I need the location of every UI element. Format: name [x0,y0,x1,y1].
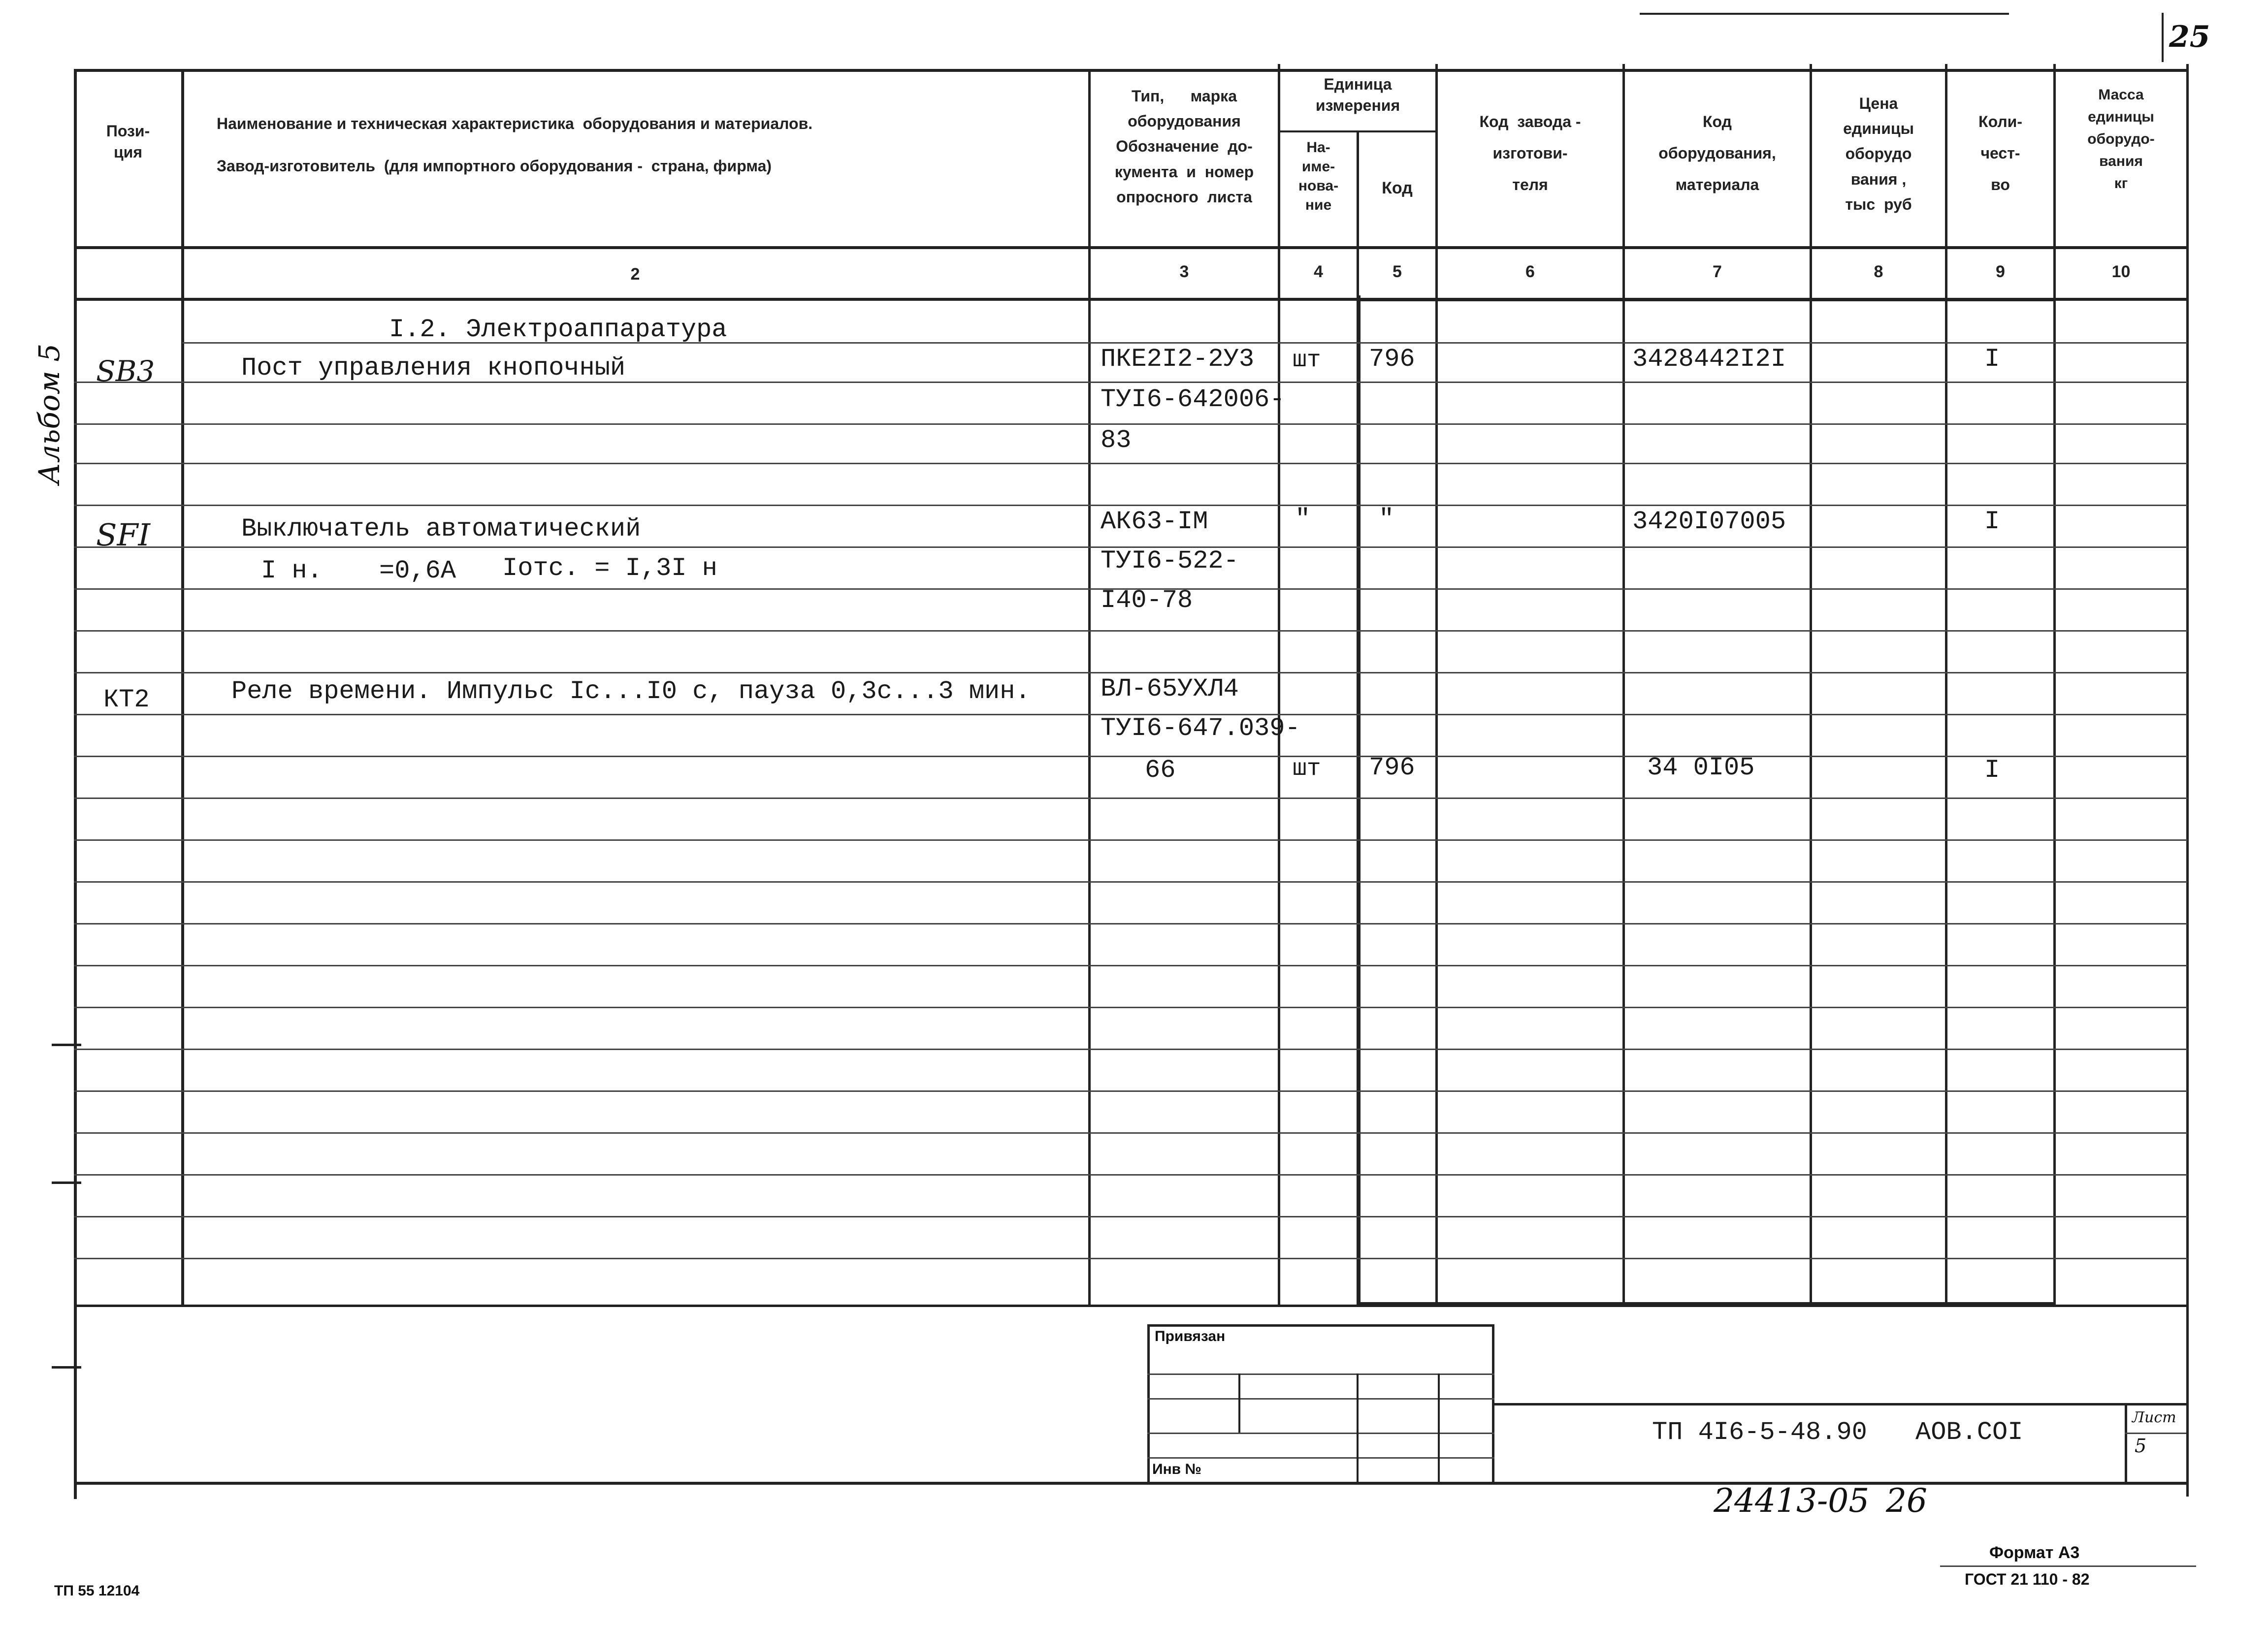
stamp-privyazan: Привязан [1155,1328,1226,1344]
bottom-left-code: ТП 55 12104 [54,1583,140,1599]
col-number: 2 [630,265,640,284]
header-name: Наименование и техническая характеристика оборудования и материалов. Завод-изготовитель (для импортного оборудования - страна, фирма) [217,115,813,175]
header-type: Тип, марка оборудования Обозначение до- кумента и номер опросного листа [1114,87,1254,206]
header-mass: Масса единицы оборудо- вания кг [2087,87,2155,192]
row-doc-cont: 83 [1101,426,1132,455]
margin-tick [52,1366,81,1369]
row-quantity: I [1984,507,2000,536]
header-position: Пози- ция [106,122,150,161]
header-unit-code: Код [1382,179,1413,197]
stamp-inv-number: Инв № [1152,1461,1201,1477]
header-quantity: Коли- чест- во [1978,113,2022,193]
row-doc: ТУI6-647.039- [1101,714,1300,743]
margin-tick [52,1044,81,1046]
handwritten-archive-number: 24413-05 [1714,1482,1870,1520]
section-title: I.2. Электроаппаратура [389,315,727,344]
col-number: 9 [1996,262,2005,281]
row-unit: " [1295,505,1311,534]
row-unit: шт [1293,347,1321,374]
row-unit-code: " [1379,505,1394,534]
stamp-doc-code: ТП 4I6-5-48.90 [1652,1418,1867,1447]
header-factory-code: Код завода - изготови- теля [1479,113,1581,193]
top-rule [1640,13,2009,15]
row-position: КТ2 [103,685,150,714]
row-type: АК63-IМ [1101,507,1208,536]
row-doc: ТУI6-522- [1101,546,1239,575]
col-number: 6 [1525,262,1535,281]
row-unit-code: 796 [1369,345,1415,374]
row-name: Реле времени. Импульс Iс...I0 с, пауза 0,3с...3 мин. [231,677,1031,706]
row-doc-cont: I40-78 [1101,586,1193,615]
row-material-code: 34 0I05 [1647,753,1755,782]
col-number: 4 [1314,262,1323,281]
col-number: 7 [1713,262,1722,281]
row-name: Выключатель автоматический [241,514,641,543]
col-number: 5 [1393,262,1402,281]
row-type: ПКЕ2I2-2У3 [1101,345,1255,374]
side-album-label: Альбом 5 [32,343,66,484]
format-label: Формат А3 [1989,1543,2080,1562]
header-price: Цена единицы оборудо вания , тыс руб [1843,95,1914,213]
row-name: Пост управления кнопочный [241,353,626,383]
col-number: 3 [1179,262,1189,281]
header-equipment-code: Код оборудования, материала [1658,113,1776,193]
col-number: 10 [2111,262,2131,281]
row-position: SB3 [96,354,155,388]
row-spec-trip: Iотс. = I,3I н [502,554,717,583]
row-material-code: 3428442I2I [1632,345,1786,374]
row-spec-in: I н. [261,556,323,585]
row-unit-code: 796 [1369,753,1415,782]
stamp-list-label: Лист [2132,1409,2176,1426]
row-doc: ТУI6-642006- [1101,385,1285,414]
corner-divider [2162,13,2164,62]
handwritten-page-number: 26 [1886,1482,1927,1520]
col-number: 8 [1874,262,1883,281]
gost-label: ГОСТ 21 110 - 82 [1965,1570,2090,1588]
row-position: SFI [96,517,150,553]
header-unit: Единица измерения [1315,75,1400,115]
row-quantity: I [1984,345,2000,374]
row-unit: шт [1293,756,1321,782]
stamp-doc-suffix: АОВ.СОI [1915,1418,2023,1447]
header-unit-name: На- име- нова- ние [1298,139,1339,213]
row-spec-value: =0,6А [379,556,456,585]
row-quantity: I [1984,756,2000,785]
margin-tick [52,1181,81,1184]
row-material-code: 3420I07005 [1632,507,1786,536]
row-type: ВЛ-65УХЛ4 [1101,674,1239,703]
stamp-list-number: 5 [2135,1435,2147,1457]
row-doc-cont: 66 [1145,756,1176,785]
sheet-corner-number: 25 [2169,20,2210,54]
